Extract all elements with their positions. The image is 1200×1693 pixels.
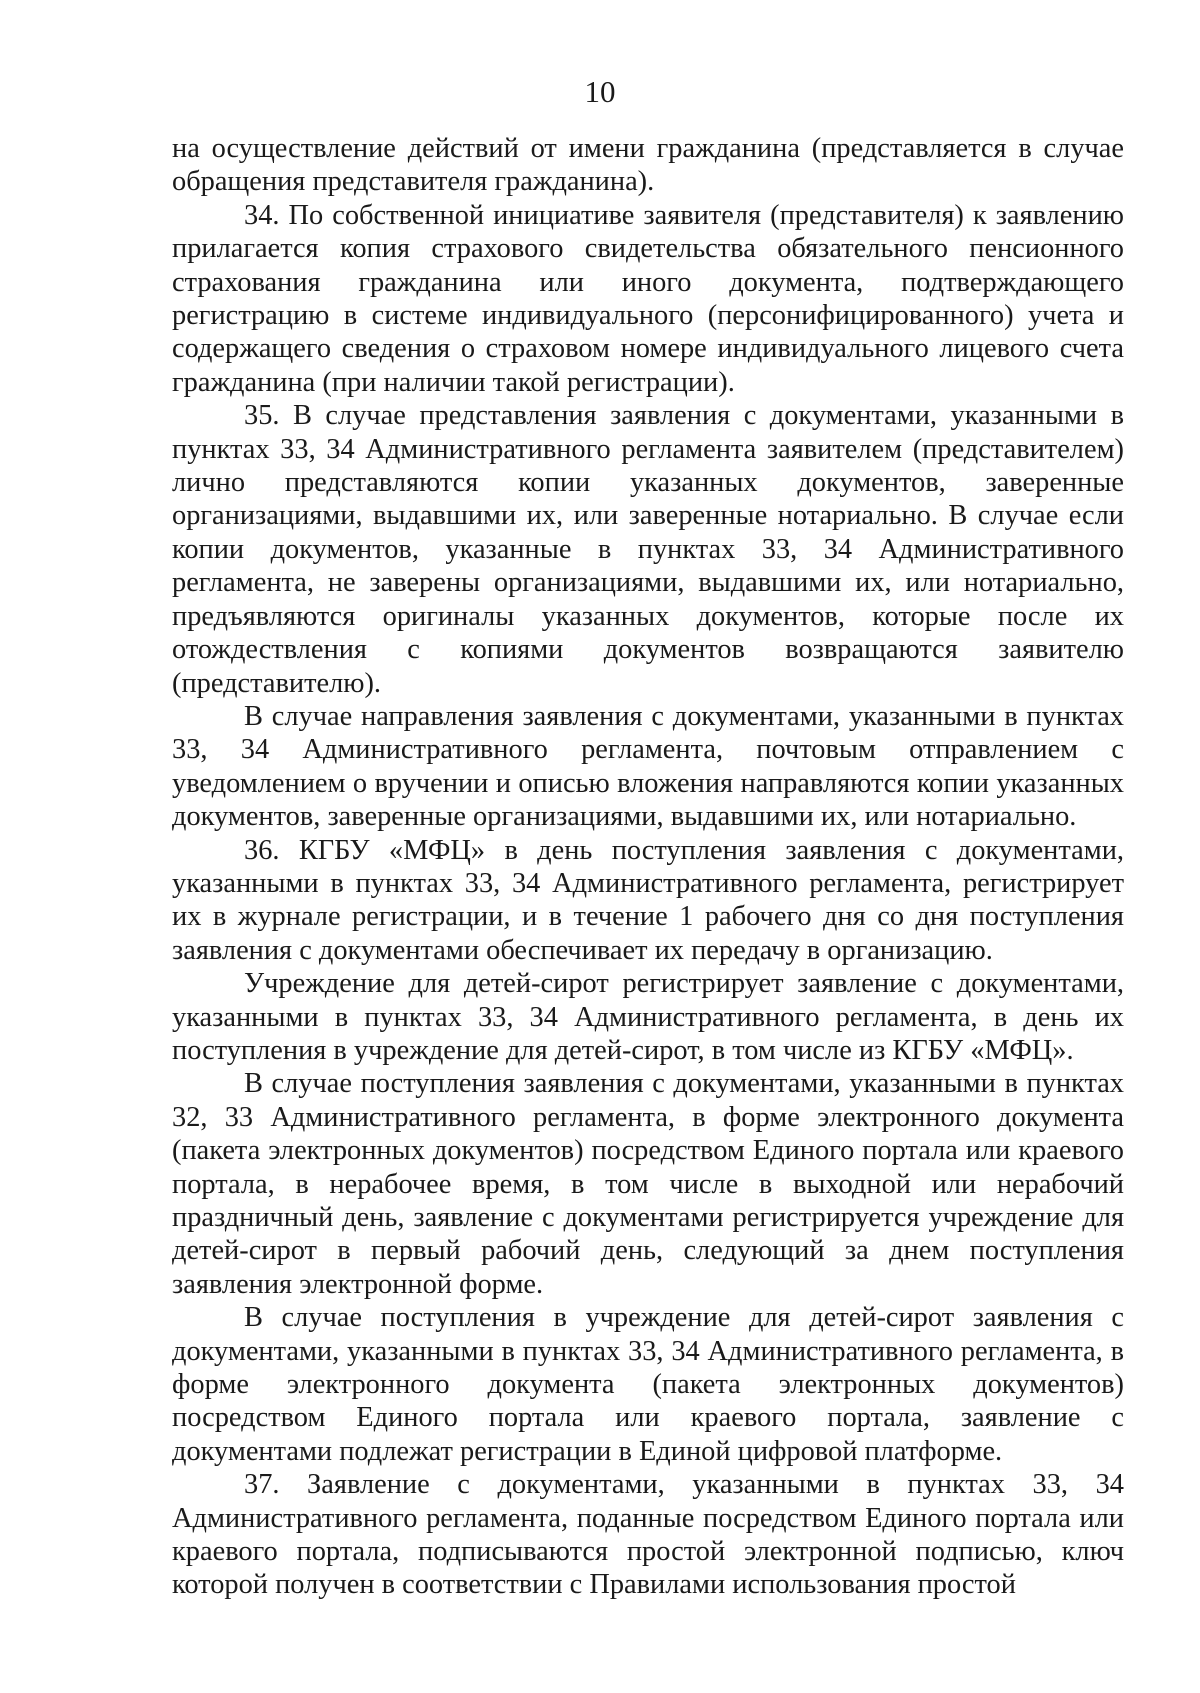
page-number: 10: [584, 74, 616, 109]
paragraph-35-postal: В случае направления заявления с документами, указанными в пунктах 33, 34 Административного регламента, почтовым отправлением с уведомлением о вручении и описью вложения направляются копии указанных документов, заверенные организациями, выдавшими их, или нотариально.: [172, 700, 1124, 833]
paragraph-36-platform: В случае поступления в учреждение для детей-сирот заявления с документами, указанными в пунктах 33, 34 Административного регламента, в форме электронного документа (пакета электронных документов) посредством Единого портала или краевого портала, заявление с документами подлежат регистрации в Единой цифровой платформе.: [172, 1302, 1124, 1467]
paragraph-36-electronic: В случае поступления заявления с документами, указанными в пунктах 32, 33 Административного регламента, в форме электронного документа (пакета электронных документов) посредством Единого портала или краевого портала, в нерабочее время, в том числе в выходной или нерабочий праздничный день, заявление с документами регистрируется учреждение для детей-сирот в первый рабочий день, следующий за днем поступления заявления электронной форме.: [172, 1068, 1124, 1300]
paragraph-37: 37. Заявление с документами, указанными в пунктах 33, 34 Административного регламента, поданные посредством Единого портала или краевого портала, подписываются простой электронной подписью, ключ которой получен в соответствии с Правилами использования простой: [172, 1469, 1124, 1601]
paragraph-continuation: на осуществление действий от имени гражданина (представляется в случае обращения представителя гражданина).: [172, 133, 1124, 198]
paragraph-36-institution: Учреждение для детей-сирот регистрирует заявление с документами, указанными в пунктах 33, 34 Административного регламента, в день их поступления в учреждение для детей-сирот, в том числе из КГБУ «МФЦ».: [172, 968, 1124, 1066]
paragraph-35: 35. В случае представления заявления с документами, указанными в пунктах 33, 34 Административного регламента заявителем (представителем) лично представляются копии указанных документов, заверенные организациями, выдавшими их, или заверенные нотариально. В случае если копии документов, указанные в пунктах 33, 34 Административного регламента, не заверены организациями, выдавшими их, или нотариально, предъявляются оригиналы указанных документов, которые после их отождествления с копиями документов возвращаются заявителю (представителю).: [172, 400, 1124, 699]
paragraph-34: 34. По собственной инициативе заявителя (представителя) к заявлению прилагается копия страхового свидетельства обязательного пенсионного страхования гражданина или иного документа, подтверждающего регистрацию в системе индивидуального (персонифицированного) учета и содержащего сведения о страховом номере индивидуального лицевого счета гражданина (при наличии такой регистрации).: [172, 199, 1124, 398]
paragraph-36: 36. КГБУ «МФЦ» в день поступления заявления с документами, указанными в пунктах 33, 34 Административного регламента, регистрирует их в журнале регистрации, и в течение 1 рабочего дня со дня поступления заявления с документами обеспечивает их передачу в организацию.: [172, 834, 1124, 966]
document-body: [172, 132, 1124, 1602]
